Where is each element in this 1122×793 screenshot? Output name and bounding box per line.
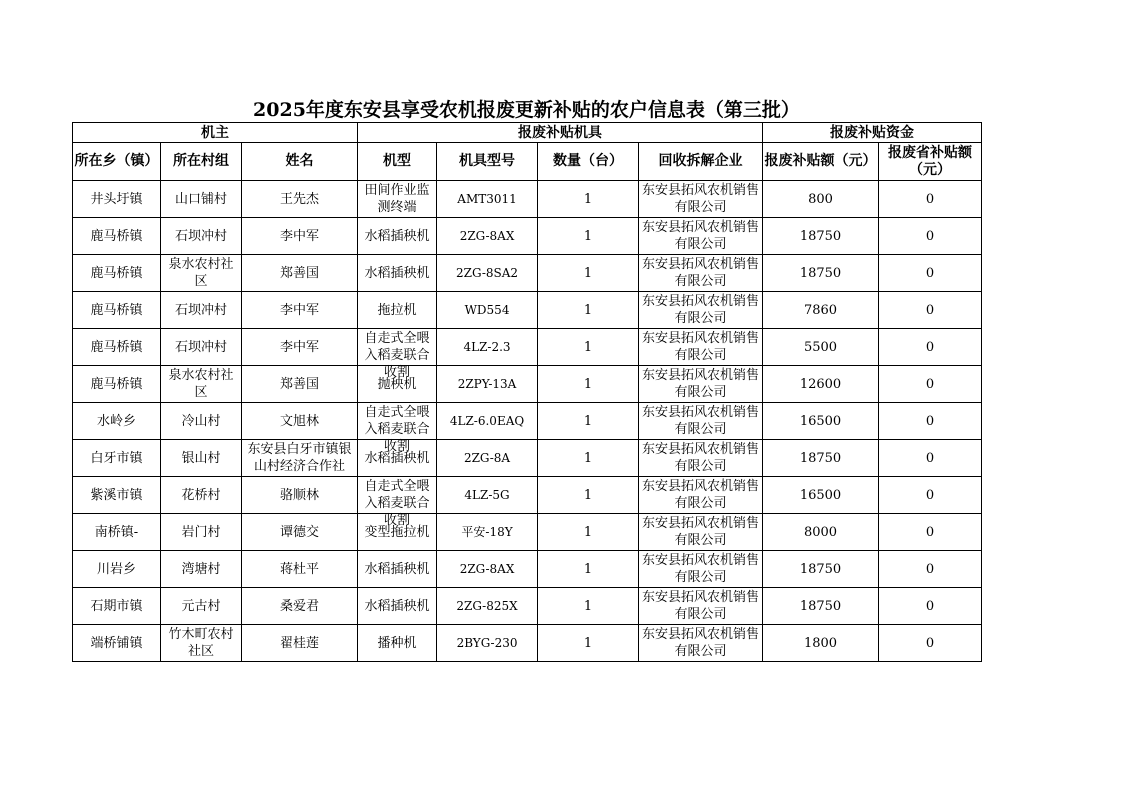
cell-subsidy-text: 800 xyxy=(808,191,833,207)
cell-provincial xyxy=(879,218,982,255)
cell-provincial xyxy=(879,514,982,551)
cell-provincial xyxy=(879,255,982,292)
cell-quantity-text: 1 xyxy=(583,265,593,281)
cell-type xyxy=(358,218,437,255)
cell-township xyxy=(73,551,161,588)
cell-subsidy-text: 16500 xyxy=(799,487,842,503)
cell-village-text: 花桥村 xyxy=(181,487,221,503)
cell-type-text: 水稻插秧机 xyxy=(364,265,430,281)
cell-township-text: 白牙市镇 xyxy=(90,450,143,466)
cell-recycler-text: 东安县拓风农机销售有限公司 xyxy=(642,479,760,511)
cell-village-text: 竹木町农村社区 xyxy=(168,627,234,659)
cell-township-text: 端桥铺镇 xyxy=(90,635,143,651)
cell-quantity xyxy=(538,403,639,440)
cell-township xyxy=(73,588,161,625)
cell-provincial xyxy=(879,403,982,440)
cell-name-text: 桑爱君 xyxy=(280,598,320,614)
cell-recycler xyxy=(639,477,763,514)
cell-provincial-text: 0 xyxy=(925,302,935,318)
cell-model-text: 4LZ-6.0EAQ xyxy=(449,413,525,428)
cell-recycler-text: 东安县拓风农机销售有限公司 xyxy=(642,627,760,659)
cell-recycler xyxy=(639,181,763,218)
cell-model xyxy=(437,366,538,403)
cell-subsidy-text: 1800 xyxy=(803,635,838,651)
cell-name xyxy=(242,551,358,588)
cell-subsidy-text: 5500 xyxy=(803,339,838,355)
cell-recycler-text: 东安县拓风农机销售有限公司 xyxy=(642,368,760,400)
cell-recycler xyxy=(639,625,763,662)
cell-recycler xyxy=(639,218,763,255)
cell-subsidy xyxy=(763,625,879,662)
cell-township-text: 鹿马桥镇 xyxy=(90,265,143,281)
cell-township-text: 水岭乡 xyxy=(96,413,136,429)
cell-quantity xyxy=(538,218,639,255)
cell-township xyxy=(73,218,161,255)
cell-type-text: 抛秧机 xyxy=(377,376,417,392)
cell-quantity xyxy=(538,329,639,366)
cell-village xyxy=(161,514,242,551)
cell-township xyxy=(73,329,161,366)
cell-name-text: 东安县白牙市镇银山村经济合作社 xyxy=(247,442,352,474)
cell-village-text: 泉水农村社区 xyxy=(168,368,234,400)
cell-model-text: 2ZG-8AX xyxy=(459,561,515,576)
cell-model xyxy=(437,292,538,329)
cell-recycler xyxy=(639,255,763,292)
cell-quantity-text: 1 xyxy=(583,413,593,429)
column-header-township: 所在乡（镇） xyxy=(73,143,161,181)
cell-subsidy-text: 18750 xyxy=(799,598,842,614)
cell-type-text: 田间作业监测终端 xyxy=(364,183,430,215)
cell-subsidy xyxy=(763,181,879,218)
cell-township xyxy=(73,366,161,403)
cell-township xyxy=(73,625,161,662)
cell-township-text: 鹿马桥镇 xyxy=(90,339,143,355)
cell-subsidy xyxy=(763,477,879,514)
cell-village xyxy=(161,329,242,366)
cell-name-text: 郑善国 xyxy=(280,265,320,281)
table-row xyxy=(73,625,982,662)
cell-township-text: 井头圩镇 xyxy=(90,191,143,207)
cell-name xyxy=(242,477,358,514)
cell-township xyxy=(73,403,161,440)
cell-quantity-text: 1 xyxy=(583,487,593,503)
cell-recycler-text: 东安县拓风农机销售有限公司 xyxy=(642,331,760,363)
cell-quantity xyxy=(538,255,639,292)
cell-name xyxy=(242,403,358,440)
cell-model-text: AMT3011 xyxy=(457,191,517,206)
cell-village-text: 泉水农村社区 xyxy=(168,257,234,289)
group-header-row xyxy=(73,123,982,143)
cell-model-text: WD554 xyxy=(464,302,510,317)
table-row xyxy=(73,588,982,625)
cell-name-text: 谭德交 xyxy=(280,524,320,540)
cell-name xyxy=(242,440,358,477)
cell-type xyxy=(358,588,437,625)
cell-type-text: 变型拖拉机 xyxy=(364,524,430,540)
cell-subsidy-text: 12600 xyxy=(799,376,842,392)
cell-type-text: 播种机 xyxy=(377,635,417,651)
cell-model xyxy=(437,514,538,551)
column-header-name: 姓名 xyxy=(242,143,358,181)
table-row xyxy=(73,329,982,366)
cell-subsidy xyxy=(763,514,879,551)
cell-name xyxy=(242,181,358,218)
cell-township-text: 鹿马桥镇 xyxy=(90,302,143,318)
cell-subsidy xyxy=(763,403,879,440)
cell-township xyxy=(73,477,161,514)
cell-subsidy xyxy=(763,255,879,292)
cell-type-text: 自走式全喂入稻麦联合收割 xyxy=(364,478,430,528)
cell-type xyxy=(358,403,437,454)
cell-quantity-text: 1 xyxy=(583,228,593,244)
cell-township-text: 川岩乡 xyxy=(96,561,136,577)
cell-village-text: 冷山村 xyxy=(181,413,221,429)
cell-model-text: 2ZG-8A xyxy=(463,450,511,465)
cell-township xyxy=(73,181,161,218)
cell-model-text: 2BYG-230 xyxy=(456,635,518,650)
cell-recycler xyxy=(639,440,763,477)
cell-provincial xyxy=(879,477,982,514)
cell-provincial-text: 0 xyxy=(925,561,935,577)
cell-subsidy xyxy=(763,366,879,403)
cell-village xyxy=(161,255,242,292)
cell-quantity xyxy=(538,440,639,477)
cell-village xyxy=(161,551,242,588)
cell-model-text: 2ZG-8SA2 xyxy=(456,265,519,280)
column-header-village: 所在村组 xyxy=(161,143,242,181)
cell-type-text: 水稻插秧机 xyxy=(364,598,430,614)
cell-name xyxy=(242,625,358,662)
cell-village-text: 石坝冲村 xyxy=(174,302,227,318)
cell-type xyxy=(358,292,437,329)
cell-quantity xyxy=(538,514,639,551)
cell-provincial-text: 0 xyxy=(925,635,935,651)
cell-quantity-text: 1 xyxy=(583,302,593,318)
cell-name-text: 李中军 xyxy=(280,228,320,244)
cell-model xyxy=(437,329,538,366)
cell-recycler xyxy=(639,366,763,403)
cell-type-text: 水稻插秧机 xyxy=(364,561,430,577)
cell-model xyxy=(437,551,538,588)
cell-type xyxy=(358,477,437,528)
cell-model-text: 2ZG-825X xyxy=(456,598,518,613)
cell-recycler-text: 东安县拓风农机销售有限公司 xyxy=(642,553,760,585)
group-header-funds: 报废补贴资金 xyxy=(763,123,982,143)
cell-recycler-text: 东安县拓风农机销售有限公司 xyxy=(642,294,760,326)
cell-name-text: 文旭林 xyxy=(280,413,320,429)
cell-subsidy xyxy=(763,218,879,255)
cell-township xyxy=(73,514,161,551)
cell-recycler-text: 东安县拓风农机销售有限公司 xyxy=(642,183,760,215)
table-row xyxy=(73,551,982,588)
cell-name xyxy=(242,366,358,403)
cell-recycler-text: 东安县拓风农机销售有限公司 xyxy=(642,442,760,474)
group-header-owner: 机主 xyxy=(73,123,358,143)
cell-name xyxy=(242,218,358,255)
cell-name-text: 翟桂莲 xyxy=(280,635,320,651)
cell-township-text: 鹿马桥镇 xyxy=(90,376,143,392)
cell-subsidy-text: 18750 xyxy=(799,265,842,281)
cell-township-text: 南桥镇- xyxy=(94,524,139,540)
cell-quantity-text: 1 xyxy=(583,191,593,207)
table-row xyxy=(73,181,982,218)
cell-provincial-text: 0 xyxy=(925,413,935,429)
cell-quantity-text: 1 xyxy=(583,339,593,355)
cell-village-text: 湾塘村 xyxy=(181,561,221,577)
cell-village-text: 石坝冲村 xyxy=(174,228,227,244)
cell-subsidy-text: 18750 xyxy=(799,561,842,577)
column-header-type: 机型 xyxy=(358,143,437,181)
cell-quantity xyxy=(538,477,639,514)
cell-recycler-text: 东安县拓风农机销售有限公司 xyxy=(642,516,760,548)
cell-provincial-text: 0 xyxy=(925,524,935,540)
cell-subsidy xyxy=(763,588,879,625)
cell-provincial-text: 0 xyxy=(925,339,935,355)
cell-type xyxy=(358,329,437,380)
cell-quantity xyxy=(538,181,639,218)
cell-provincial-text: 0 xyxy=(925,376,935,392)
cell-model-text: 2ZPY-13A xyxy=(457,376,517,391)
cell-provincial xyxy=(879,625,982,662)
cell-type-text: 自走式全喂入稻麦联合收割 xyxy=(364,330,430,380)
cell-provincial xyxy=(879,551,982,588)
cell-provincial xyxy=(879,440,982,477)
cell-recycler xyxy=(639,403,763,440)
cell-model xyxy=(437,440,538,477)
table-row xyxy=(73,292,982,329)
table-body xyxy=(73,181,982,662)
cell-quantity-text: 1 xyxy=(583,561,593,577)
cell-model-text: 2ZG-8AX xyxy=(459,228,515,243)
cell-village-text: 石坝冲村 xyxy=(174,339,227,355)
cell-village xyxy=(161,440,242,477)
cell-provincial xyxy=(879,329,982,366)
cell-model xyxy=(437,181,538,218)
cell-township xyxy=(73,255,161,292)
cell-type xyxy=(358,255,437,292)
cell-model xyxy=(437,477,538,514)
cell-quantity-text: 1 xyxy=(583,635,593,651)
cell-recycler xyxy=(639,514,763,551)
cell-recycler xyxy=(639,551,763,588)
cell-provincial-text: 0 xyxy=(925,228,935,244)
table-row xyxy=(73,477,982,514)
cell-subsidy xyxy=(763,329,879,366)
table-row xyxy=(73,366,982,403)
cell-village-text: 岩门村 xyxy=(181,524,221,540)
cell-name-text: 骆顺林 xyxy=(280,487,320,503)
cell-quantity xyxy=(538,292,639,329)
table-row xyxy=(73,514,982,551)
cell-type-text: 自走式全喂入稻麦联合收割 xyxy=(364,404,430,454)
column-header-row xyxy=(73,143,982,181)
cell-subsidy xyxy=(763,292,879,329)
page-title: 2025年度东安县享受农机报废更新补贴的农户信息表（第三批） xyxy=(253,99,800,121)
cell-village-text: 元古村 xyxy=(181,598,221,614)
cell-model xyxy=(437,218,538,255)
cell-recycler xyxy=(639,588,763,625)
cell-provincial-text: 0 xyxy=(925,598,935,614)
cell-name-text: 李中军 xyxy=(280,302,320,318)
cell-model-text: 4LZ-2.3 xyxy=(463,339,511,354)
cell-subsidy-text: 18750 xyxy=(799,228,842,244)
cell-name-text: 李中军 xyxy=(280,339,320,355)
cell-name-text: 王先杰 xyxy=(280,191,320,207)
cell-quantity-text: 1 xyxy=(583,524,593,540)
cell-quantity-text: 1 xyxy=(583,450,593,466)
cell-provincial xyxy=(879,588,982,625)
cell-name xyxy=(242,514,358,551)
cell-provincial xyxy=(879,366,982,403)
cell-village-text: 山口铺村 xyxy=(174,191,227,207)
cell-recycler xyxy=(639,292,763,329)
cell-provincial-text: 0 xyxy=(925,450,935,466)
subsidy-table xyxy=(72,122,982,662)
table-row xyxy=(73,218,982,255)
cell-recycler-text: 东安县拓风农机销售有限公司 xyxy=(642,590,760,622)
column-header-quantity: 数量（台） xyxy=(538,143,639,181)
cell-village xyxy=(161,218,242,255)
cell-recycler xyxy=(639,329,763,366)
cell-subsidy xyxy=(763,551,879,588)
cell-model-text: 平安-18Y xyxy=(461,524,513,539)
cell-name xyxy=(242,329,358,366)
cell-township-text: 鹿马桥镇 xyxy=(90,228,143,244)
cell-recycler-text: 东安县拓风农机销售有限公司 xyxy=(642,405,760,437)
cell-name-text: 郑善国 xyxy=(280,376,320,392)
cell-village xyxy=(161,181,242,218)
cell-village xyxy=(161,477,242,514)
cell-provincial xyxy=(879,292,982,329)
cell-quantity xyxy=(538,588,639,625)
cell-model xyxy=(437,625,538,662)
cell-village xyxy=(161,588,242,625)
cell-provincial xyxy=(879,181,982,218)
cell-subsidy-text: 8000 xyxy=(803,524,838,540)
cell-quantity-text: 1 xyxy=(583,598,593,614)
cell-quantity-text: 1 xyxy=(583,376,593,392)
group-header-machine: 报废补贴机具 xyxy=(358,123,763,143)
cell-township xyxy=(73,440,161,477)
cell-model xyxy=(437,255,538,292)
cell-type xyxy=(358,551,437,588)
table-row xyxy=(73,440,982,477)
cell-village xyxy=(161,366,242,403)
cell-name xyxy=(242,255,358,292)
column-header-provincial: 报废省补贴额（元） xyxy=(879,143,982,181)
column-header-subsidy: 报废补贴额（元） xyxy=(763,143,879,181)
cell-type-text: 水稻插秧机 xyxy=(364,228,430,244)
table-row xyxy=(73,403,982,440)
cell-model xyxy=(437,588,538,625)
cell-township xyxy=(73,292,161,329)
column-header-recycler: 回收拆解企业 xyxy=(639,143,763,181)
cell-provincial-text: 0 xyxy=(925,265,935,281)
cell-provincial-text: 0 xyxy=(925,191,935,207)
cell-type-text: 水稻插秧机 xyxy=(364,450,430,466)
cell-township-text: 紫溪市镇 xyxy=(90,487,143,503)
cell-subsidy xyxy=(763,440,879,477)
table-row xyxy=(73,255,982,292)
cell-recycler-text: 东安县拓风农机销售有限公司 xyxy=(642,220,760,252)
cell-village xyxy=(161,292,242,329)
cell-village-text: 银山村 xyxy=(181,450,221,466)
cell-type-text: 拖拉机 xyxy=(377,302,417,318)
cell-township-text: 石期市镇 xyxy=(90,598,143,614)
cell-subsidy-text: 16500 xyxy=(799,413,842,429)
cell-quantity xyxy=(538,366,639,403)
cell-type xyxy=(358,181,437,218)
cell-subsidy-text: 18750 xyxy=(799,450,842,466)
cell-name xyxy=(242,292,358,329)
cell-provincial-text: 0 xyxy=(925,487,935,503)
cell-model xyxy=(437,403,538,440)
cell-village xyxy=(161,403,242,440)
cell-recycler-text: 东安县拓风农机销售有限公司 xyxy=(642,257,760,289)
cell-type xyxy=(358,625,437,662)
cell-name xyxy=(242,588,358,625)
cell-quantity xyxy=(538,551,639,588)
cell-name-text: 蒋杜平 xyxy=(280,561,320,577)
cell-model-text: 4LZ-5G xyxy=(464,487,510,502)
cell-subsidy-text: 7860 xyxy=(803,302,838,318)
cell-village xyxy=(161,625,242,662)
column-header-model: 机具型号 xyxy=(437,143,538,181)
cell-quantity xyxy=(538,625,639,662)
